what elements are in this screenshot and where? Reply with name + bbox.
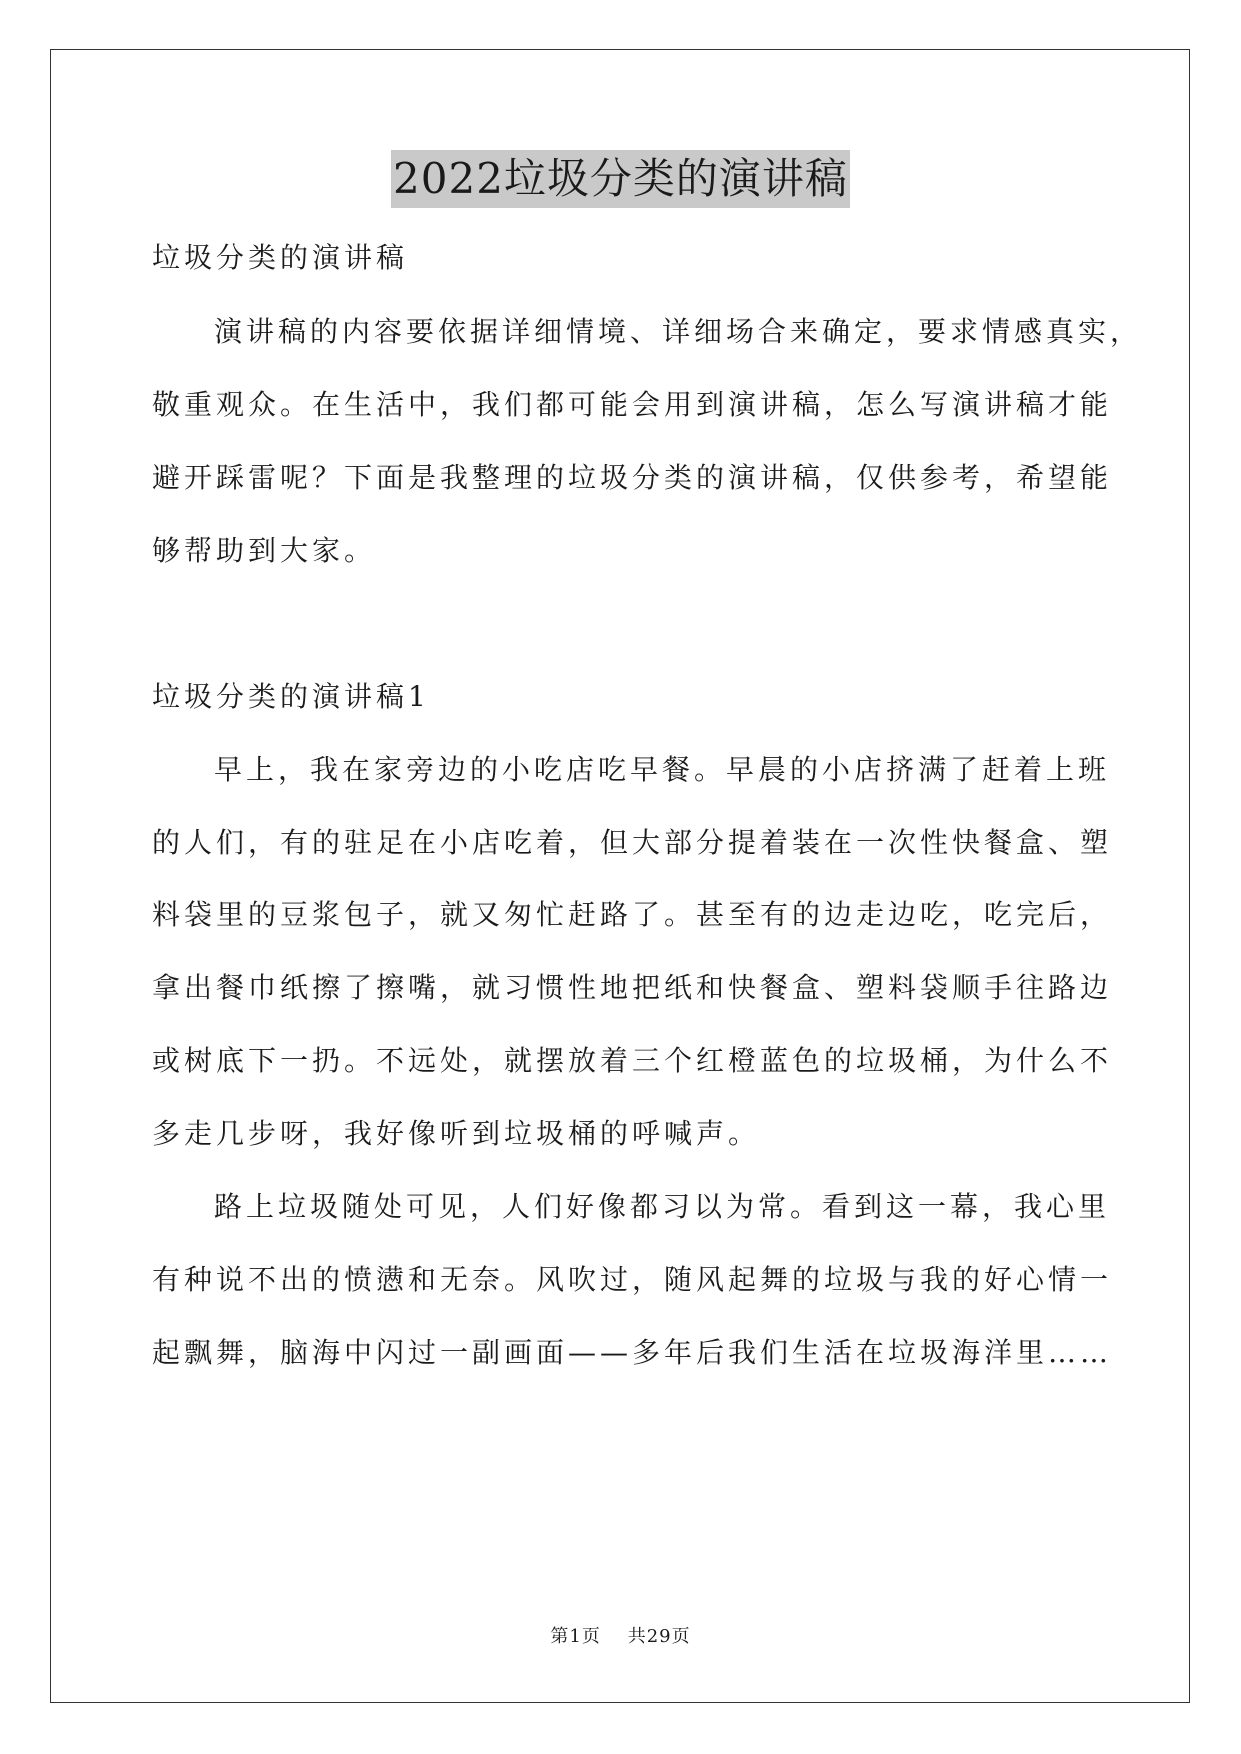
- paragraph-line: 避开踩雷呢？下面是我整理的垃圾分类的演讲稿，仅供参考，希望能: [152, 461, 1113, 494]
- page-frame: [50, 49, 1190, 1703]
- paragraph-line: 敬重观众。在生活中，我们都可能会用到演讲稿，怎么写演讲稿才能: [152, 388, 1113, 421]
- page-number: 第1页: [550, 1626, 601, 1647]
- paragraph-line: 或树底下一扔。不远处，就摆放着三个红橙蓝色的垃圾桶，为什么不: [152, 1044, 1113, 1077]
- paragraph-line: 够帮助到大家。: [152, 534, 377, 567]
- document-title: [0, 150, 1241, 208]
- paragraph-line: 演讲稿的内容要依据详细情境、详细场合来确定，要求情感真实，: [214, 315, 1143, 348]
- paragraph-line: 有种说不出的愤懑和无奈。风吹过，随风起舞的垃圾与我的好心情一: [152, 1263, 1113, 1296]
- paragraph-line: 的人们，有的驻足在小店吃着，但大部分提着装在一次性快餐盒、塑: [152, 826, 1113, 859]
- document-title-text: 2022垃圾分类的演讲稿: [391, 150, 850, 208]
- paragraph-line: 路上垃圾随处可见，人们好像都习以为常。看到这一幕，我心里: [214, 1190, 1111, 1223]
- paragraph-line: 拿出餐巾纸擦了擦嘴，就习惯性地把纸和快餐盒、塑料袋顺手往路边: [152, 971, 1113, 1004]
- section-heading: 垃圾分类的演讲稿1: [152, 680, 430, 713]
- paragraph-line: 起飘舞，脑海中闪过一副画面——多年后我们生活在垃圾海洋里……: [152, 1336, 1113, 1369]
- page-total: 共29页: [627, 1626, 691, 1647]
- section-heading: 垃圾分类的演讲稿: [152, 241, 409, 274]
- paragraph-line: 料袋里的豆浆包子，就又匆忙赶路了。甚至有的边走边吃，吃完后，: [152, 898, 1113, 931]
- page-footer: [0, 1625, 1241, 1649]
- paragraph-line: 多走几步呀，我好像听到垃圾桶的呼喊声。: [152, 1117, 761, 1150]
- paragraph-line: 早上，我在家旁边的小吃店吃早餐。早晨的小店挤满了赶着上班: [214, 753, 1111, 786]
